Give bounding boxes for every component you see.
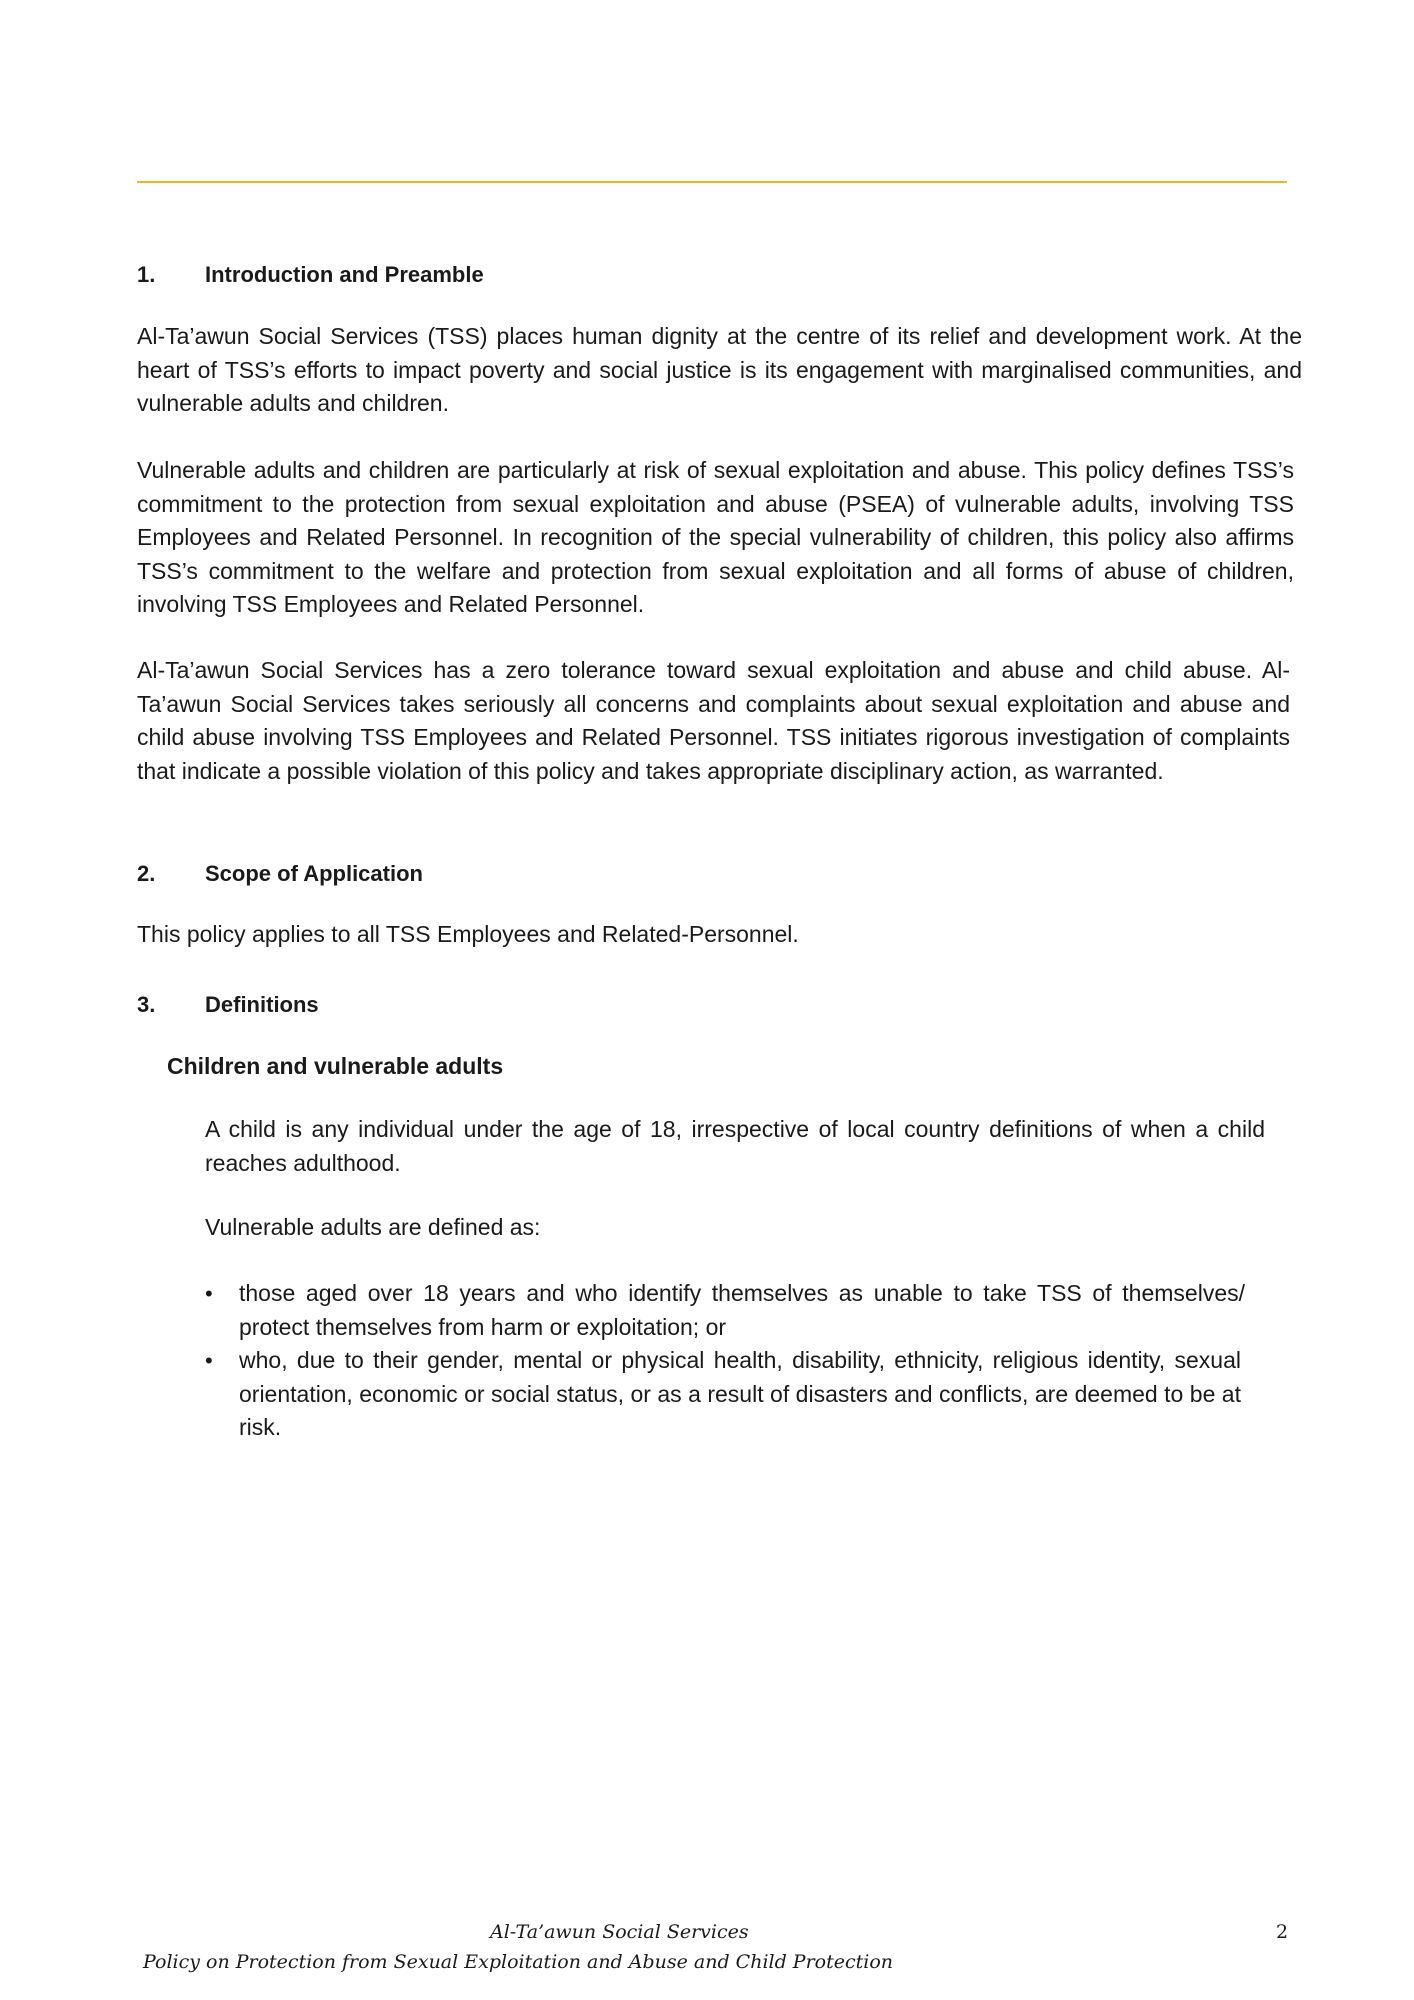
- section-heading-introduction: [137, 258, 484, 292]
- paragraph-child-definition: A child is any individual under the age of 18, irrespective of local country definitions of when a child reaches adulthood.: [205, 1116, 1265, 1176]
- section-heading-scope: [137, 857, 423, 891]
- paragraph-intro-3: Al-Ta’awun Social Services has a zero tolerance toward sexual exploitation and abuse and child abuse. Al-Ta’awun Social Services takes seriously all concerns and complaints about sexual exploitation and abuse and child abuse involving TSS Employees and Related Personnel. TSS initiates rigorous investigation of complaints that indicate a possible violation of this policy and takes appropriate disciplinary action, as warranted.: [137, 657, 1290, 784]
- list-item-text: those aged over 18 years and who identify themselves as unable to take TSS of themselves/ protect themselves from harm or exploitation; or: [239, 1280, 1245, 1340]
- paragraph-intro-1: Al-Ta’awun Social Services (TSS) places human dignity at the centre of its relief and development work. At the heart of TSS’s efforts to impact poverty and social justice is its engagement with marginalised communities, and vulnerable adults and children.: [137, 323, 1302, 416]
- paragraph-scope: This policy applies to all TSS Employees and Related-Personnel.: [137, 921, 799, 947]
- subheading-children-vulnerable-adults: Children and vulnerable adults: [167, 1053, 504, 1079]
- section-title: Definitions: [205, 992, 319, 1017]
- section-title: Introduction and Preamble: [205, 262, 484, 287]
- section-number: 2.: [137, 861, 156, 886]
- section-number: 1.: [137, 262, 156, 287]
- paragraph-intro-2: Vulnerable adults and children are particularly at risk of sexual exploitation and abuse. This policy defines TSS’s commitment to the protection from sexual exploitation and abuse (PSEA) of vulnerable adults, involving TSS Employees and Related Personnel. In recognition of the special vulnerability of children, this policy also affirms TSS’s commitment to the welfare and protection from sexual exploitation and all forms of abuse of children, involving TSS Employees and Related Personnel.: [137, 457, 1294, 617]
- footer-document-title: Policy on Protection from Sexual Exploitation and Abuse and Child Protection: [143, 1951, 894, 1973]
- page-number: 2: [1276, 1921, 1289, 1943]
- list-item: [205, 1277, 1245, 1344]
- bullet-icon: •: [205, 1281, 213, 1306]
- section-title: Scope of Application: [205, 861, 423, 886]
- bullet-icon: •: [205, 1348, 213, 1373]
- section-number: 3.: [137, 992, 156, 1017]
- list-item: [205, 1344, 1241, 1445]
- section-heading-definitions: [137, 988, 319, 1022]
- footer-organization: Al-Ta’awun Social Services: [490, 1921, 749, 1943]
- paragraph-vulnerable-adults-intro: Vulnerable adults are defined as:: [205, 1214, 541, 1240]
- list-item-text: who, due to their gender, mental or physical health, disability, ethnicity, religious identity, sexual orientation, economic or social status, or as a result of disasters and conflicts, are deemed to be at risk.: [239, 1347, 1241, 1440]
- vulnerable-adults-list: [205, 1277, 1245, 1445]
- header-rule: [137, 181, 1287, 183]
